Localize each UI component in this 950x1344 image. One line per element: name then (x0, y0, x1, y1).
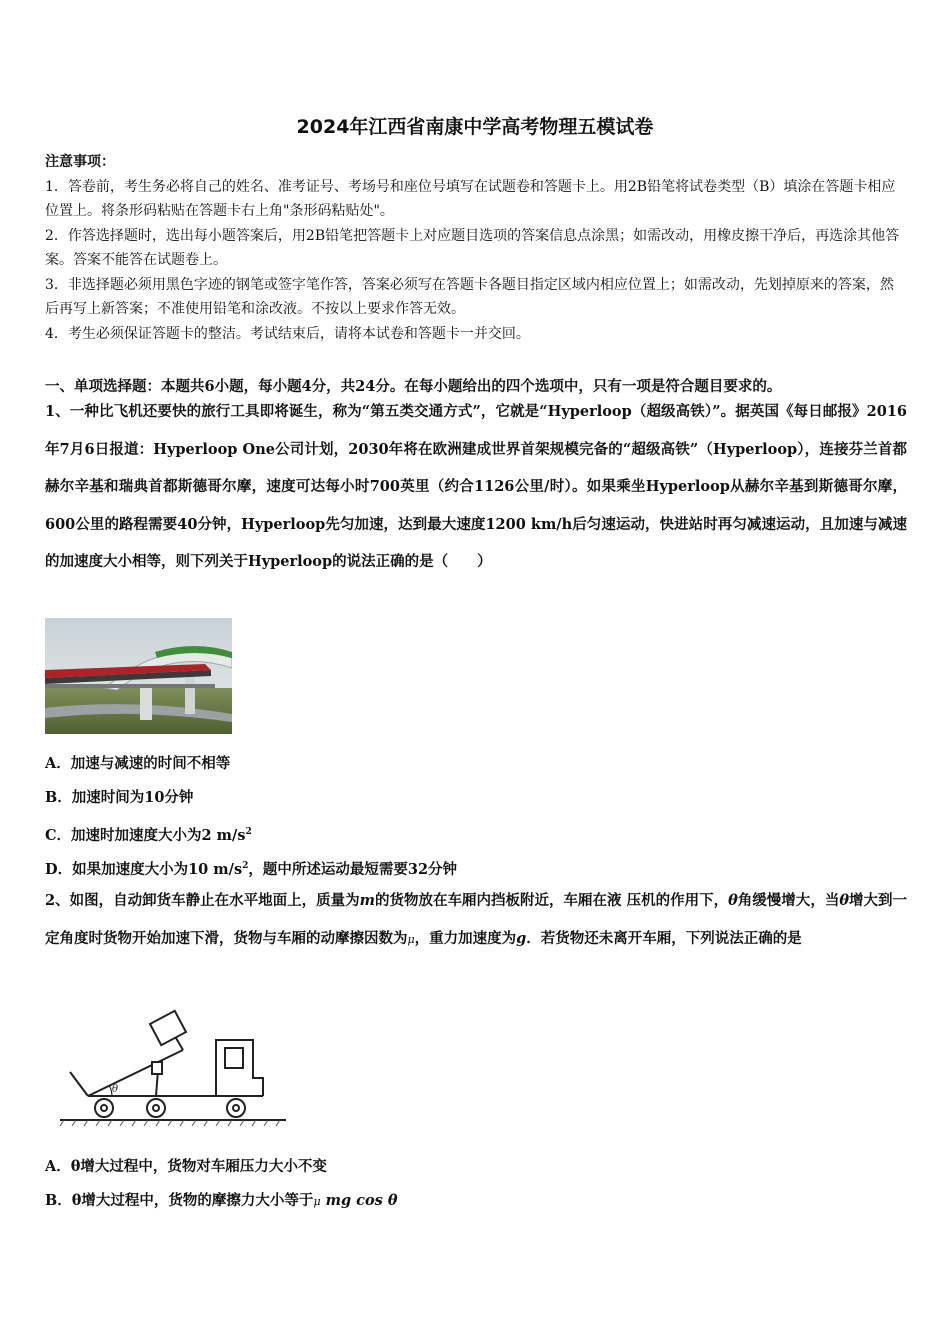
q2-text: ．若货物还未离开车厢，下列说法正确的是 (526, 929, 802, 947)
q1-option-d-tail: ，题中所述运动最短需要32分钟 (248, 860, 458, 878)
angle-label: θ (112, 1084, 119, 1095)
var-theta: θ (839, 892, 849, 909)
q2-text: 增大到一定角度时货物开始加速下滑，货物与车厢的动摩擦因数为 (45, 892, 908, 947)
superscript: 2 (245, 827, 252, 837)
q1-option-c-text: C．加速时加速度大小为2 m/s (45, 826, 246, 844)
q2-text: 角缓慢增大，当 (737, 892, 840, 909)
question-2-stem (45, 882, 907, 958)
q2-option-b-text: B．θ增大过程中，货物的摩擦力大小等于 (45, 1192, 314, 1209)
var-mu: μ (407, 932, 415, 946)
notice-item: 4．考生必须保证答题卡的整洁。考试结束后，请将本试卷和答题卡一并交回。 (45, 325, 530, 342)
formula: mg cos θ (320, 1192, 398, 1209)
var-g: g (516, 929, 527, 947)
notice-heading: 注意事项： (45, 154, 115, 170)
page-title: 2024年江西省南康中学高考物理五模试卷 (296, 116, 654, 138)
notice-block (45, 150, 905, 346)
var-mu: μ (313, 1195, 321, 1208)
var-theta: θ (728, 892, 738, 909)
var-m: m (359, 892, 375, 909)
section-heading: 一、单项选择题：本题共6小题，每小题4分，共24分。在每小题给出的四个选项中，只有一项是符合题目要求的。 (45, 378, 782, 395)
q1-option-d-text: D．如果加速度大小为10 m/s (45, 860, 243, 878)
q1-option-c (45, 821, 905, 847)
hyperloop-image (45, 618, 232, 734)
q2-text: ，重力加速度为 (414, 929, 517, 947)
q1-option-a: A．加速与减速的时间不相等 (45, 755, 231, 772)
notice-item: 1．答卷前，考生务必将自己的姓名、准考证号、考场号和座位号填写在试题卷和答题卡上。用2B铅笔将试卷类型（B）填涂在答题卡相应位置上。将条形码粘贴在答题卡右上角"条形码粘贴处"。 (45, 178, 896, 219)
superscript: 2 (242, 861, 249, 871)
notice-item: 3．非选择题必须用黑色字迹的钢笔或签字笔作答，答案必须写在答题卡各题目指定区域内相应位置上；如需改动，先划掉原来的答案，然后再写上新答案；不准使用铅笔和涂改液。不按以上要求作答无效。 (45, 276, 894, 317)
q1-option-b: B．加速时间为10分钟 (45, 789, 194, 806)
q2-option-a: A．θ增大过程中，货物对车厢压力大小不变 (45, 1158, 327, 1175)
q2-option-b (45, 1190, 905, 1213)
q2-text: 的货物放在车厢内挡板附近，车厢在液 压机的作用下， (375, 892, 729, 909)
q1-option-d (45, 855, 905, 881)
q2-text: 2、如图，自动卸货车静止在水平地面上，质量为 (45, 892, 360, 909)
question-1-stem: 1、一种比飞机还要快的旅行工具即将诞生，称为“第五类交通方式”，它就是“Hyperloop（超级高铁）”。据英国《每日邮报》2016年7月6日报道：Hyperloop One公司计划，2030年将在欧洲建成世界首架规模完备的“超级高铁”（Hyperloop），连接芬兰首都赫尔辛基和瑞典首都斯德哥尔摩，速度可达每小时700英里（约合1126公里/时）。如果乘坐Hyperloop从赫尔辛基到斯德哥尔摩，600公里的路程需要40分钟，Hyperloop先匀加速，达到最大速度1200 km/h后匀速运动，快进站时再匀减速运动，且加速与减速的加速度大小相等，则下列关于Hyperloop的说法正确的是（ ） (45, 403, 907, 570)
dump-truck-diagram (58, 1000, 288, 1132)
notice-item: 2．作答选择题时，选出每小题答案后，用2B铅笔把答题卡上对应题目选项的答案信息点涂黑；如需改动，用橡皮擦干净后，再选涂其他答案。答案不能答在试题卷上。 (45, 227, 900, 268)
